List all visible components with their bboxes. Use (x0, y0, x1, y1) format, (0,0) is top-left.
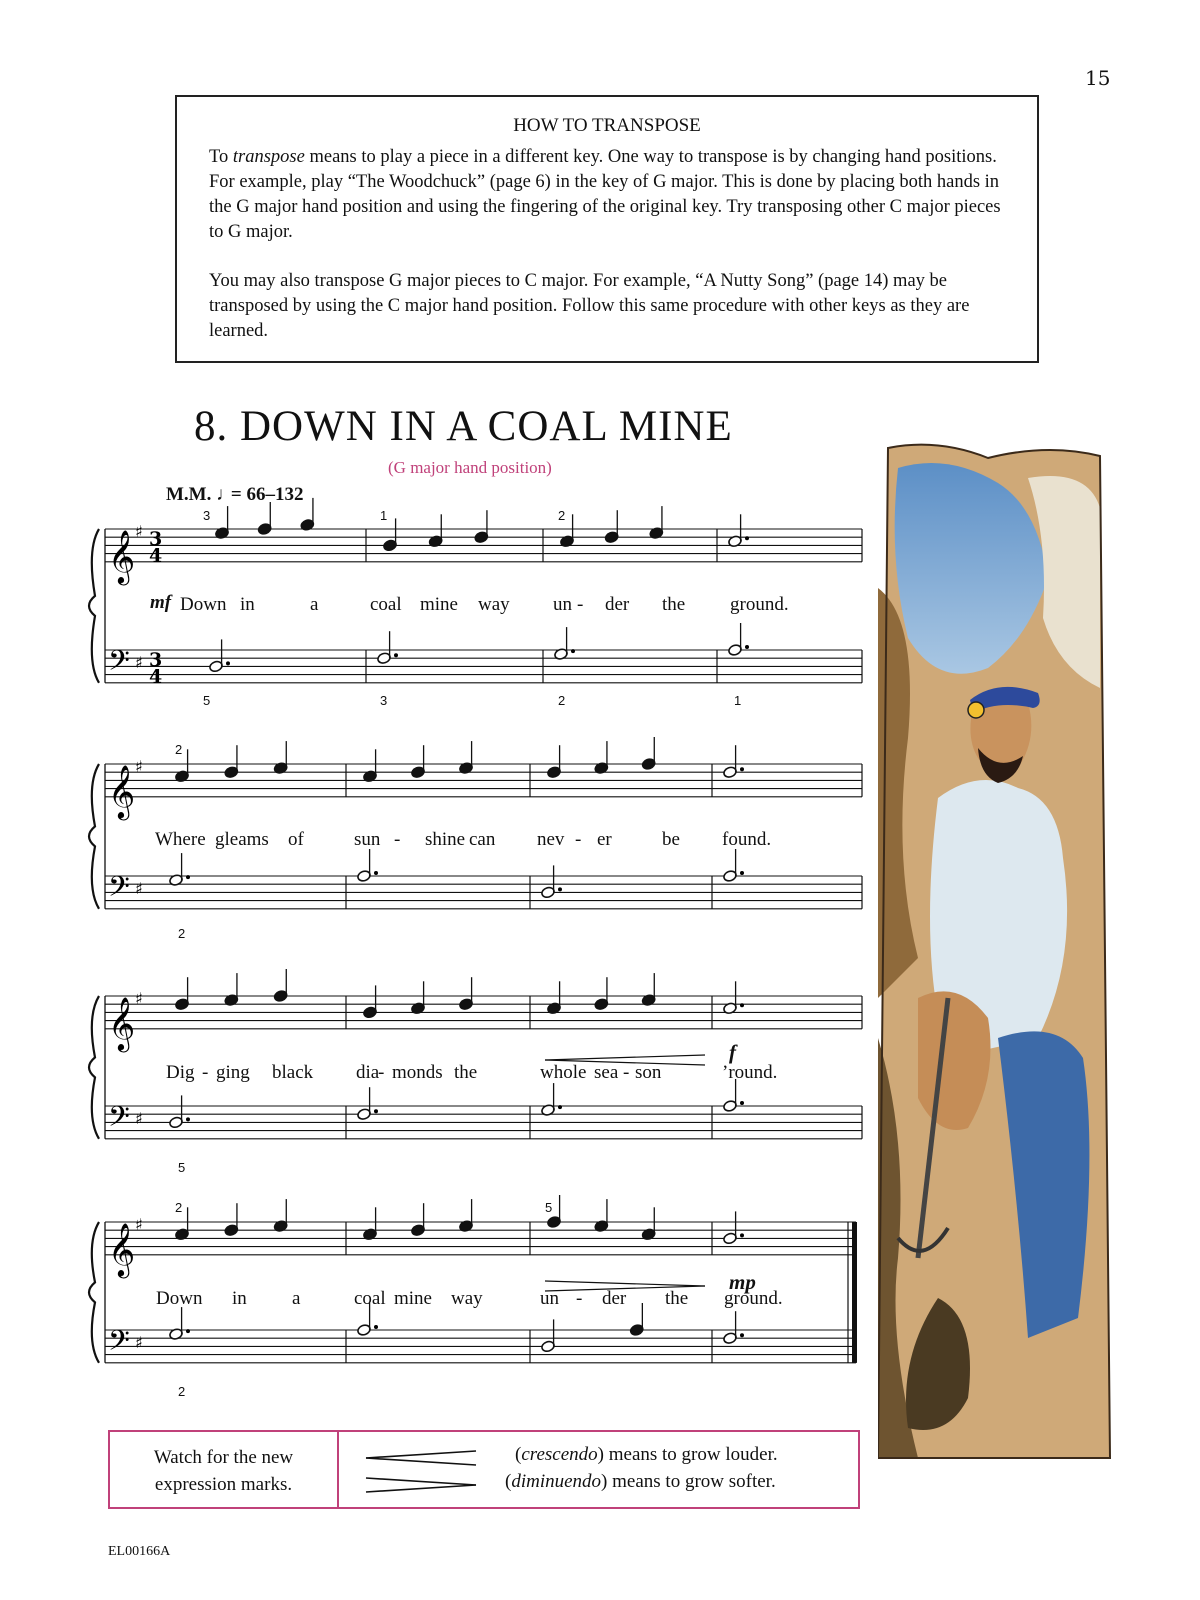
lyric-syllable: un (553, 594, 572, 615)
bass-fingering: 2 (178, 926, 186, 941)
lyric-syllable: - (394, 829, 401, 850)
bass-fingering: 1 (734, 693, 742, 708)
tempo-marking: M.M. ♩ = 66–132 (166, 484, 304, 505)
key-signature-sharp: ♯ (135, 1109, 143, 1128)
treble-clef-icon: 𝄞 (108, 1221, 136, 1276)
key-signature-sharp: ♯ (135, 653, 143, 672)
bass-clef-icon: 𝄢 (108, 1100, 130, 1141)
lyric-syllable: whole (540, 1062, 587, 1083)
coal-miner-illustration (878, 438, 1118, 1466)
lyric-syllable: a (292, 1288, 301, 1309)
lyric-syllable: coal (370, 594, 402, 615)
dynamic-marking: f (729, 1040, 736, 1064)
lyric-syllable: in (232, 1288, 247, 1309)
quarter-note-icon: ♩ (216, 484, 236, 505)
lyric-syllable: - (378, 1062, 385, 1083)
brace (89, 764, 99, 909)
dot (374, 1325, 378, 1329)
lyric-syllable: ground. (724, 1288, 783, 1309)
dot (558, 1105, 562, 1109)
catalog-code: EL00166A (108, 1544, 171, 1559)
lyric-syllable: way (478, 594, 510, 615)
lyric-syllable: way (451, 1288, 483, 1309)
expression-intro: Watch for the new expression marks. (110, 1432, 339, 1507)
bass-fingering: 3 (380, 693, 388, 708)
crescendo-hairpin (545, 1055, 705, 1060)
dynamic-marking: mf (150, 592, 172, 613)
dot (186, 1117, 190, 1121)
diminuendo-definition: (diminuendo) means to grow softer. (505, 1471, 776, 1492)
crescendo-definition: (crescendo) means to grow louder. (515, 1444, 778, 1465)
key-signature-sharp: ♯ (135, 1215, 143, 1234)
page-number: 15 (1085, 66, 1111, 90)
dot (571, 649, 575, 653)
lyric-syllable: Where (155, 829, 206, 850)
lyric-syllable: found. (722, 829, 772, 850)
lyric-syllable: be (662, 829, 680, 850)
bass-fingering: 2 (558, 693, 566, 708)
dot (740, 1233, 744, 1237)
bass-fingering: 5 (178, 1160, 186, 1175)
lyric-syllable: - (202, 1062, 209, 1083)
lyric-syllable: Dig (166, 1062, 195, 1083)
treble-fingering: 3 (203, 508, 211, 523)
bass-fingering: 5 (203, 693, 211, 708)
lyric-syllable: ging (216, 1062, 250, 1083)
treble-clef-icon: 𝄞 (108, 528, 136, 583)
dot (374, 871, 378, 875)
lyric-syllable: der (602, 1288, 627, 1309)
lyric-syllable: sun (354, 829, 381, 850)
box-paragraph-1: To transpose means to play a piece in a different key. One way to transpose is by changing hand positions. For example, play “The Woodchuck” (page 6) in the key of G major. This is done by placing both hands in the G major hand position and using the fingering of the original key. Try transposing other C major pieces to G major. (209, 147, 1001, 242)
time-sig-bottom: 4 (149, 545, 163, 567)
lyric-syllable: sea (594, 1062, 619, 1083)
bass-clef-icon: 𝄢 (108, 644, 130, 685)
final-barline-thick (852, 1222, 857, 1363)
lyric-syllable: mine (420, 594, 458, 615)
key-signature-sharp: ♯ (135, 879, 143, 898)
key-signature-sharp: ♯ (135, 757, 143, 776)
time-sig-top: 3 (149, 649, 163, 671)
lyric-syllable: Down (180, 594, 227, 615)
song-subtitle: (G major hand position) (388, 458, 552, 477)
dot (558, 887, 562, 891)
lyric-syllable: un (540, 1288, 559, 1309)
brace (89, 996, 99, 1139)
lyric-syllable: the (454, 1062, 478, 1083)
dot (740, 1003, 744, 1007)
box-heading: HOW TO TRANSPOSE (513, 115, 701, 136)
treble-fingering: 1 (380, 508, 388, 523)
lyric-syllable: of (288, 829, 304, 850)
lyric-syllable: - (577, 594, 584, 615)
key-signature-sharp: ♯ (135, 989, 143, 1008)
dot (394, 653, 398, 657)
time-sig-top: 3 (149, 528, 163, 550)
lyric-syllable: er (597, 829, 612, 850)
lyric-syllable: black (272, 1062, 314, 1083)
lyric-syllable: ground. (730, 594, 789, 615)
dot (186, 875, 190, 879)
hairpin-icons (364, 1449, 479, 1493)
treble-fingering: 5 (545, 1200, 553, 1215)
dot (226, 661, 230, 665)
key-signature-sharp: ♯ (135, 522, 143, 541)
lyric-syllable: coal (354, 1288, 386, 1309)
lyric-syllable: a (310, 594, 319, 615)
treble-fingering: 2 (175, 1200, 183, 1215)
bass-clef-icon: 𝄢 (108, 1324, 130, 1365)
dot (745, 536, 749, 540)
song-title: 8. DOWN IN A COAL MINE (194, 403, 733, 450)
time-sig-bottom: 4 (149, 666, 163, 688)
treble-clef-icon: 𝄞 (108, 763, 136, 818)
lyric-syllable: ’round. (722, 1062, 778, 1083)
lyric-syllable: dia (356, 1062, 380, 1083)
lyric-syllable: Down (156, 1288, 203, 1309)
lyric-syllable: monds (392, 1062, 443, 1083)
dot (186, 1329, 190, 1333)
brace (89, 529, 99, 683)
treble-fingering: 2 (558, 508, 566, 523)
lyric-syllable: - (576, 1288, 583, 1309)
lyric-syllable: nev (537, 829, 565, 850)
lyric-syllable: the (662, 594, 686, 615)
decrescendo-hairpin (545, 1281, 705, 1286)
lyric-syllable: gleams (215, 829, 269, 850)
dot (740, 767, 744, 771)
lyric-syllable: in (240, 594, 255, 615)
lyric-syllable: son (635, 1062, 662, 1083)
dot (740, 871, 744, 875)
lyric-syllable: can (469, 829, 496, 850)
bass-fingering: 2 (178, 1384, 186, 1399)
dot (740, 1101, 744, 1105)
key-signature-sharp: ♯ (135, 1333, 143, 1352)
dot (374, 1109, 378, 1113)
brace (89, 1222, 99, 1363)
lyric-syllable: der (605, 594, 630, 615)
box-paragraph-2: You may also transpose G major pieces to C major. For example, “A Nutty Song” (page 14) may be transposed by using the C major hand position. Follow this same procedure with other keys as they are learned. (209, 271, 970, 341)
lyric-syllable: - (575, 829, 582, 850)
treble-clef-icon: 𝄞 (108, 995, 136, 1050)
lyric-syllable: mine (394, 1288, 432, 1309)
lyric-syllable: shine (425, 829, 466, 850)
dynamic-marking: mp (729, 1270, 756, 1294)
lyric-syllable: - (623, 1062, 630, 1083)
treble-fingering: 2 (175, 742, 183, 757)
dot (740, 1333, 744, 1337)
expression-marks-box (108, 1430, 860, 1509)
lyric-syllable: the (665, 1288, 689, 1309)
bass-clef-icon: 𝄢 (108, 870, 130, 911)
dot (745, 645, 749, 649)
